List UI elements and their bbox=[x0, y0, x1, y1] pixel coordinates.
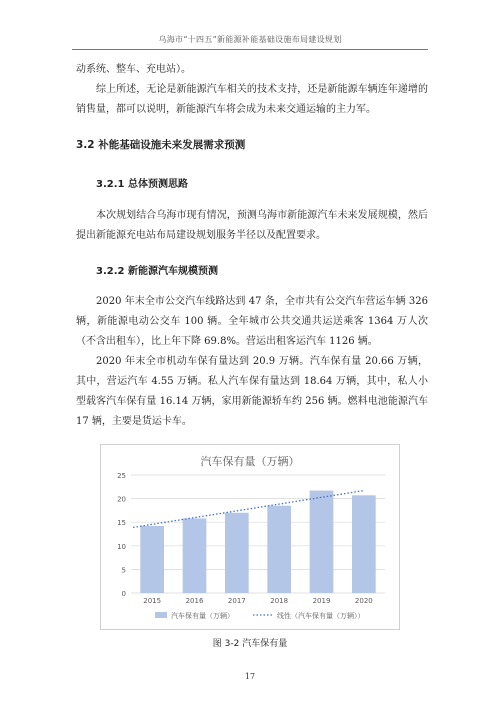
subsection-heading: 3.2.2 新能源汽车规模预测 bbox=[96, 266, 218, 277]
section-heading: 3.2 补能基础设施未来发展需求预测 bbox=[76, 139, 246, 151]
bar bbox=[183, 518, 207, 593]
page-number: 17 bbox=[244, 672, 256, 681]
y-tick-label: 0 bbox=[121, 590, 126, 598]
paragraph: 2020 年末全市公交汽车线路达到 47 条，全市共有公交汽车营运车辆 326 辆，新能源电动公交车 100 辆。全年城市公共交通共运送乘客 1364 万人次（不含出租车），比上年下降 69.8%。营运出租客运汽车 1126 辆。 bbox=[76, 296, 428, 347]
x-tick-label: 2016 bbox=[185, 597, 204, 605]
bar bbox=[225, 513, 249, 593]
bar bbox=[140, 526, 164, 593]
y-tick-label: 10 bbox=[117, 542, 126, 551]
vehicle-ownership-chart bbox=[100, 444, 400, 630]
legend-label: 汽车保有量（万辆） bbox=[171, 612, 234, 620]
paragraph: 综上所述，无论是新能源汽车相关的技术支持，还是新能源车辆连年递增的销售量，都可以说明，新能源汽车将会成为未来交通运输的主力军。 bbox=[76, 84, 428, 115]
y-tick-label: 25 bbox=[117, 472, 126, 480]
paragraph: 本次规划结合乌海市现有情况，预测乌海市新能源汽车未来发展规模，然后提出新能源充电站布局建设规划服务半径以及配置要求。 bbox=[76, 210, 428, 241]
y-tick-label: 20 bbox=[117, 495, 126, 504]
x-tick-label: 2019 bbox=[312, 597, 331, 605]
chart-svg bbox=[101, 445, 399, 629]
y-tick-label: 15 bbox=[117, 519, 126, 528]
page-header: 乌海市“十四五”新能源补能基础设施布局建设规划 bbox=[72, 34, 428, 50]
figure-caption: 图 3-2 汽车保有量 bbox=[212, 639, 288, 649]
x-tick-label: 2017 bbox=[227, 597, 246, 605]
legend-label: 线性（汽车保有量（万辆）） bbox=[277, 612, 365, 620]
x-tick-label: 2018 bbox=[270, 597, 289, 605]
chart-title: 汽车保有量（万辆） bbox=[200, 455, 300, 468]
x-tick-label: 2015 bbox=[143, 597, 162, 605]
x-tick-label: 2020 bbox=[354, 597, 373, 605]
bar bbox=[310, 491, 334, 593]
legend-swatch-bars bbox=[155, 612, 167, 618]
bar bbox=[352, 495, 376, 593]
paragraph: 2020 年末全市机动车保有量达到 20.9 万辆。汽车保有量 20.66 万辆，其中，营运汽车 4.55 万辆。私人汽车保有量达到 18.64 万辆，其中，私人小型载客汽车保有量 16.14 万辆，家用新能源轿车约 256 辆。燃料电池能源汽车 17 辆，主要是货运卡车。 bbox=[76, 356, 428, 427]
subsection-heading: 3.2.1 总体预测思路 bbox=[96, 179, 188, 190]
paragraph: 动系统、整车、充电站）。 bbox=[76, 64, 191, 75]
y-tick-label: 5 bbox=[121, 566, 126, 575]
bar bbox=[267, 506, 291, 593]
